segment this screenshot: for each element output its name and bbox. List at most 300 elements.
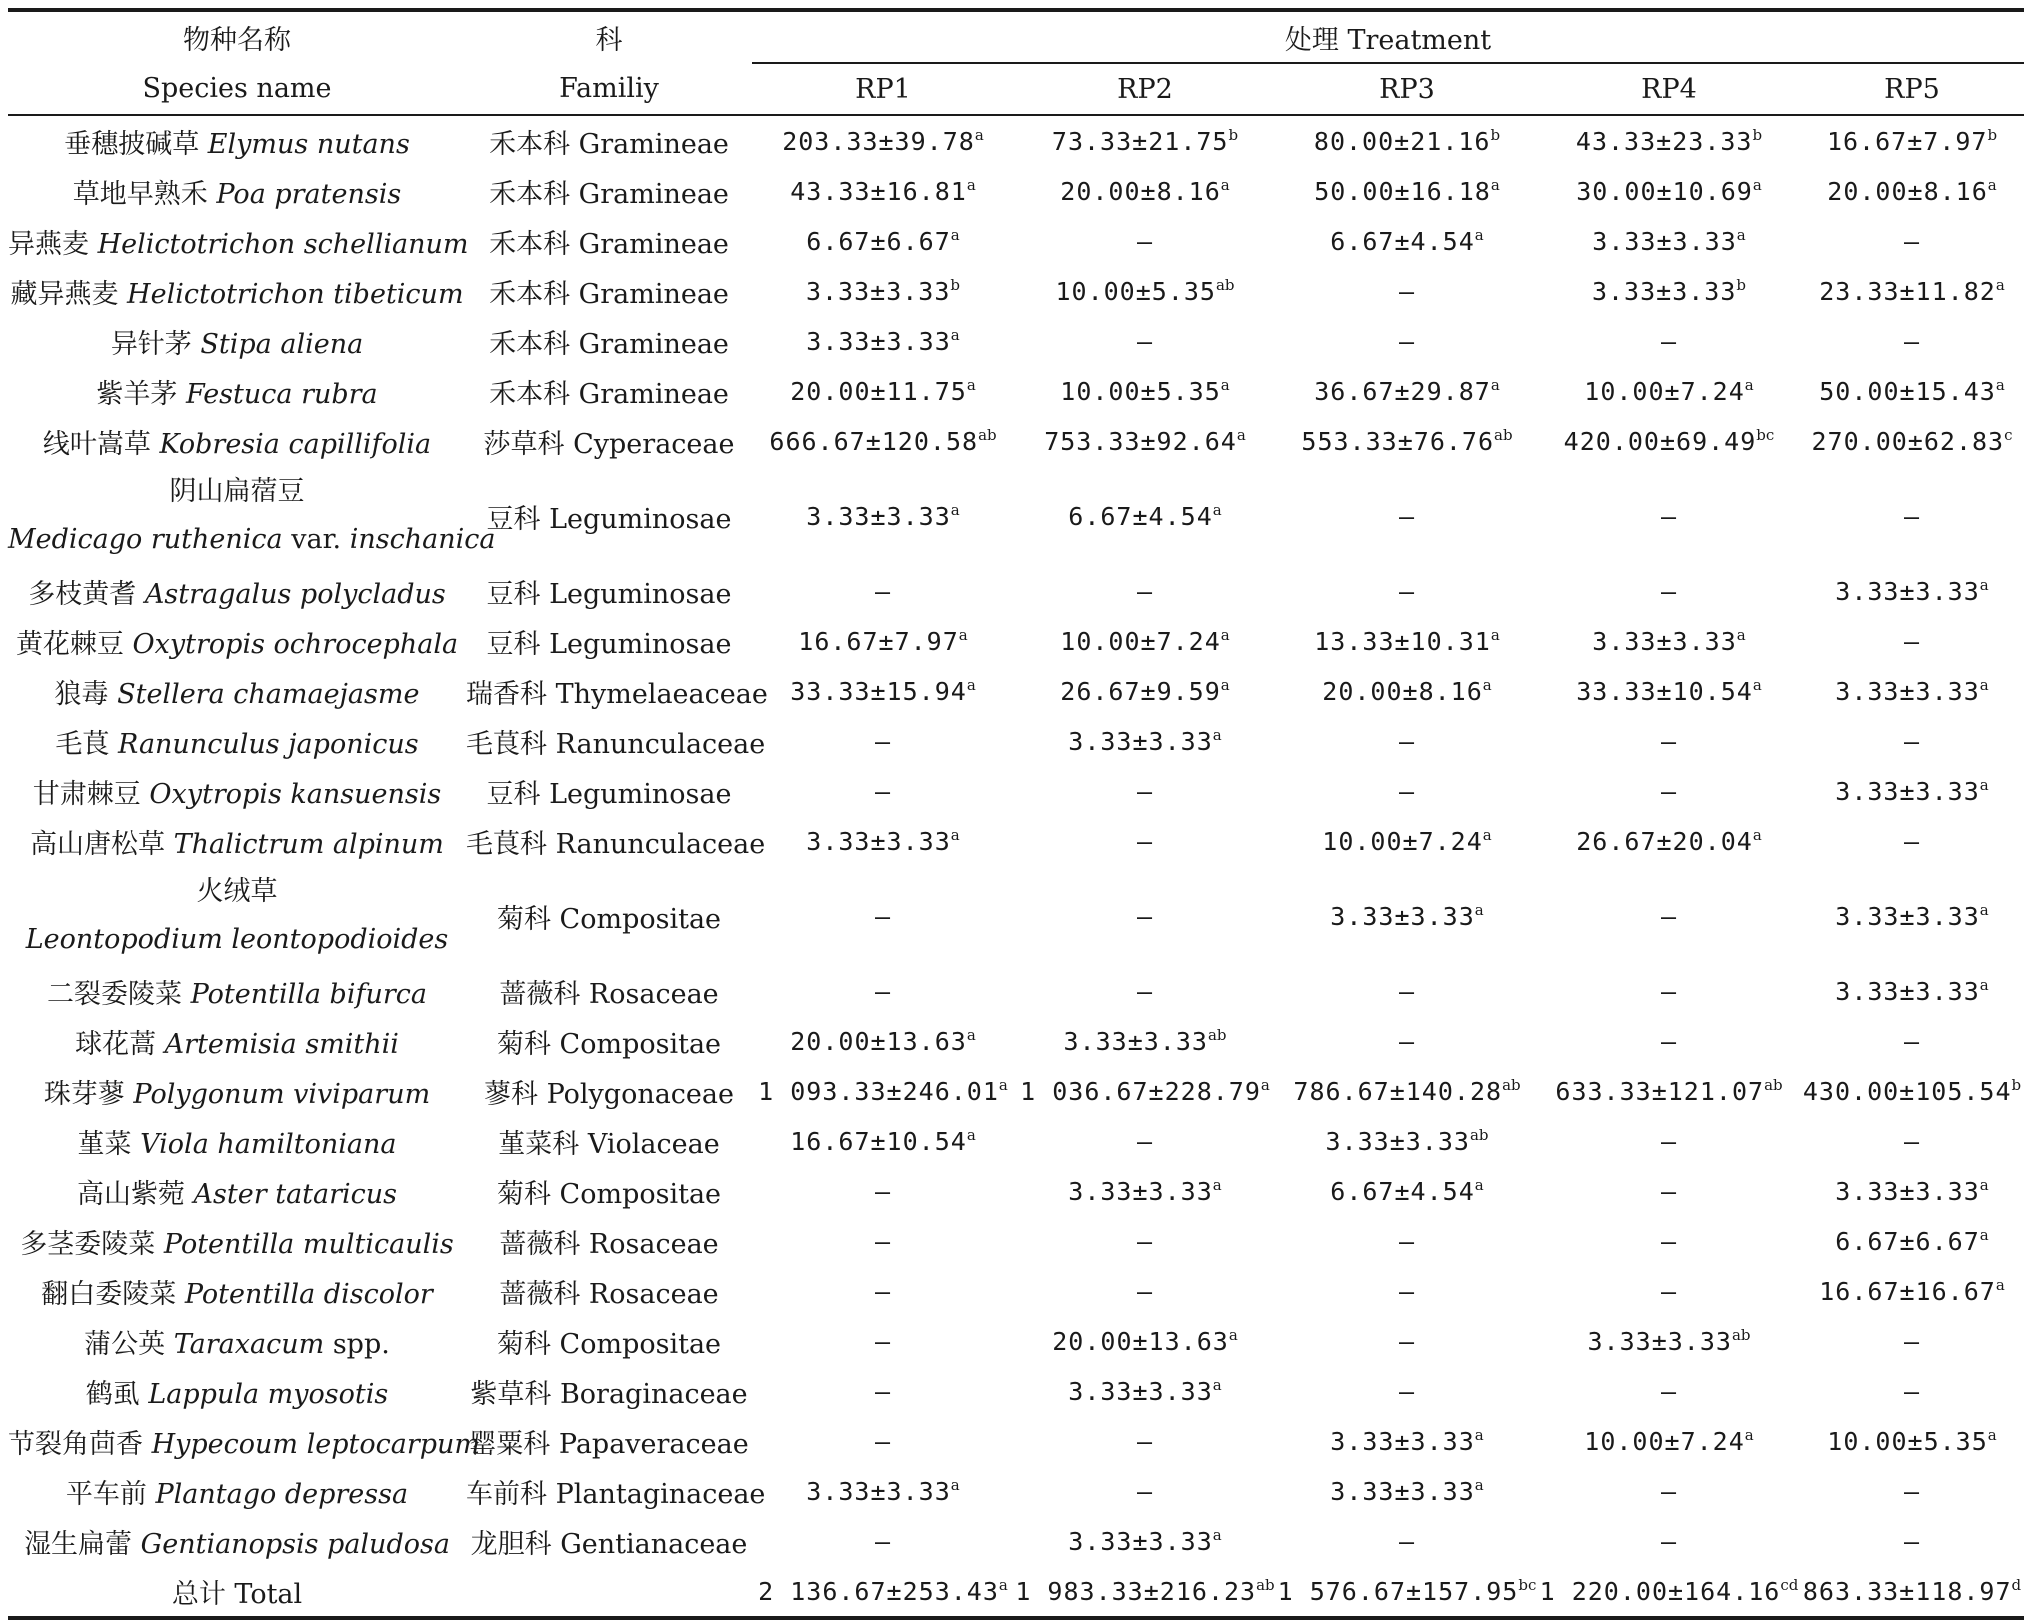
value-text: 6.67±4.54 — [1330, 226, 1475, 256]
value-cell — [1800, 716, 2024, 766]
significance-letter: a — [1220, 175, 1230, 194]
significance-letter: a — [966, 375, 976, 394]
species-latin: Kobresia capillifolia — [159, 428, 432, 460]
value-cell — [1276, 1266, 1538, 1316]
species-latin: Leontopodium leontopodioides — [25, 924, 449, 955]
value-cell — [1538, 1416, 1800, 1466]
value-text: 786.67±140.28 — [1293, 1076, 1503, 1106]
value-cell — [752, 1016, 1014, 1066]
value-text: — — [1903, 1476, 1921, 1506]
significance-letter: a — [1752, 175, 1762, 194]
value-text: 16.67±7.97 — [798, 626, 959, 656]
value-text: 10.00±7.24 — [1322, 826, 1483, 856]
value-text: 203.33±39.78 — [782, 126, 975, 156]
significance-letter: ab — [1207, 1025, 1227, 1044]
species-cn: 狼毒 — [54, 678, 109, 710]
value-cell — [1800, 866, 2024, 966]
significance-letter: b — [1490, 125, 1501, 144]
significance-letter: b — [950, 275, 961, 294]
table-row — [8, 866, 2024, 966]
species-cell — [8, 716, 466, 766]
value-cell — [752, 566, 1014, 616]
value-cell — [1014, 316, 1276, 366]
species-cn: 二裂委陵菜 — [46, 978, 182, 1010]
family-cell: 菊科 Compositae — [496, 1178, 722, 1210]
value-text: 3.33±3.33 — [1592, 226, 1737, 256]
value-cell — [1538, 1316, 1800, 1366]
total-label: 总计 Total — [8, 1566, 466, 1618]
value-text: — — [1660, 901, 1678, 931]
value-text: 863.33±118.97 — [1802, 1576, 2012, 1606]
species-density-table — [8, 8, 2024, 1620]
value-cell — [1014, 1216, 1276, 1266]
value-cell — [1014, 566, 1276, 616]
value-text: — — [1136, 326, 1154, 356]
value-cell — [1276, 1066, 1538, 1116]
value-text: — — [1660, 1026, 1678, 1056]
species-latin: Plantago depressa — [155, 1478, 409, 1510]
species-latin: Viola hamiltoniana — [140, 1128, 397, 1160]
table-row — [8, 766, 2024, 816]
value-text: — — [1136, 1476, 1154, 1506]
significance-letter: a — [1228, 1325, 1238, 1344]
significance-letter: a — [1212, 500, 1222, 519]
table-row — [8, 1216, 2024, 1266]
family-cell: 蔷薇科 Rosaceae — [499, 1228, 719, 1260]
value-cell — [1276, 316, 1538, 366]
value-cell — [1276, 1216, 1538, 1266]
species-cn: 草地早熟禾 — [72, 178, 208, 210]
table-row — [8, 166, 2024, 216]
significance-letter: a — [1987, 1425, 1997, 1444]
significance-letter: a — [966, 675, 976, 694]
value-cell — [1538, 1116, 1800, 1166]
species-latin: Potentilla multicaulis — [163, 1228, 454, 1260]
value-cell — [1800, 1166, 2024, 1216]
value-text: — — [1136, 1226, 1154, 1256]
value-cell — [752, 1266, 1014, 1316]
value-text: — — [874, 1326, 892, 1356]
value-text: — — [1398, 976, 1416, 1006]
species-cn: 翻白委陵菜 — [41, 1278, 177, 1310]
value-text: 3.33±3.33 — [806, 501, 951, 531]
treatment-rp5-header: RP5 — [1800, 63, 2024, 115]
value-text: — — [1903, 826, 1921, 856]
value-cell — [1276, 866, 1538, 966]
value-cell — [1276, 566, 1538, 616]
family-cell: 豆科 Leguminosae — [486, 778, 732, 810]
value-cell — [752, 416, 1014, 466]
value-cell — [1538, 866, 1800, 966]
family-cell: 禾本科 Gramineae — [489, 228, 729, 260]
value-text: 3.33±3.33 — [1835, 576, 1980, 606]
value-text: — — [1136, 1126, 1154, 1156]
value-text: 73.33±21.75 — [1051, 126, 1229, 156]
table-body — [8, 115, 2024, 1618]
family-cell: 蔷薇科 Rosaceae — [499, 978, 719, 1010]
value-text: 33.33±10.54 — [1576, 676, 1753, 706]
species-latin: Medicago ruthenica — [8, 524, 283, 555]
value-text: — — [1660, 1376, 1678, 1406]
family-cell: 豆科 Leguminosae — [486, 628, 732, 660]
value-cell — [1800, 766, 2024, 816]
species-cn: 异燕麦 — [8, 228, 89, 260]
value-text: 6.67±6.67 — [806, 226, 951, 256]
significance-letter: ab — [1502, 1075, 1521, 1094]
value-text: 430.00±105.54 — [1802, 1076, 2012, 1106]
treatment-rp1-header: RP1 — [752, 63, 1014, 115]
value-cell — [1014, 816, 1276, 866]
value-cell — [1800, 1266, 2024, 1316]
value-cell — [752, 1316, 1014, 1366]
value-text: — — [1398, 1526, 1416, 1556]
value-text: — — [1660, 1526, 1678, 1556]
species-latin: Gentianopsis paludosa — [140, 1528, 450, 1560]
value-text: 26.67±20.04 — [1576, 826, 1753, 856]
significance-letter: a — [1220, 625, 1230, 644]
value-cell — [752, 1366, 1014, 1416]
value-text: — — [1136, 976, 1154, 1006]
species-cell — [8, 1516, 466, 1566]
value-cell — [1276, 1166, 1538, 1216]
species-cn: 线叶嵩草 — [42, 428, 151, 460]
value-cell — [1014, 1416, 1276, 1466]
significance-letter: a — [966, 1025, 976, 1044]
value-text: — — [1660, 976, 1678, 1006]
significance-letter: a — [1474, 1425, 1484, 1444]
species-cell — [8, 1266, 466, 1316]
significance-letter: b — [2011, 1075, 2022, 1094]
species-latin: Taraxacum — [173, 1328, 325, 1360]
value-cell — [1800, 1516, 2024, 1566]
species-cell — [8, 1416, 481, 1466]
value-text: — — [874, 1176, 892, 1206]
significance-letter: b — [1228, 125, 1239, 144]
value-text: — — [1660, 576, 1678, 606]
value-text: — — [1903, 1326, 1921, 1356]
value-text: 553.33±76.76 — [1301, 426, 1495, 456]
value-text: 3.33±3.33 — [1835, 776, 1980, 806]
value-cell — [752, 1416, 1014, 1466]
species-cn: 异针茅 — [110, 328, 192, 360]
value-text: 1 036.67±228.79 — [1020, 1076, 1261, 1106]
value-text: 10.00±7.24 — [1584, 376, 1745, 406]
species-latin: Stipa aliena — [200, 328, 364, 360]
value-cell — [1276, 1116, 1538, 1166]
value-cell — [752, 115, 1014, 166]
value-cell — [1014, 666, 1276, 716]
value-cell — [1276, 616, 1538, 666]
value-cell — [1538, 566, 1800, 616]
value-text: — — [1660, 726, 1678, 756]
value-text: 3.33±3.33 — [806, 326, 951, 356]
table-row — [8, 1016, 2024, 1066]
value-text: 20.00±8.16 — [1060, 176, 1221, 206]
species-cn: 蒲公英 — [84, 1328, 166, 1360]
value-cell — [1800, 966, 2024, 1016]
value-text: 3.33±3.33 — [1068, 1526, 1213, 1556]
species-cell — [8, 115, 466, 166]
significance-letter: b — [1987, 125, 1998, 144]
table-row — [8, 266, 2024, 316]
significance-letter: a — [950, 225, 960, 244]
value-text: — — [1660, 1176, 1678, 1206]
value-cell — [1276, 766, 1538, 816]
table-row — [8, 816, 2024, 866]
value-text: — — [1136, 1276, 1154, 1306]
value-cell — [752, 266, 1014, 316]
value-text: — — [874, 976, 892, 1006]
species-latin: Stellera chamaejasme — [117, 678, 420, 710]
significance-letter: a — [1979, 775, 1989, 794]
value-cell — [1014, 1266, 1276, 1316]
significance-letter: a — [1752, 675, 1762, 694]
value-cell — [1276, 1516, 1538, 1566]
value-text: — — [1903, 226, 1921, 256]
value-text: 20.00±8.16 — [1322, 676, 1483, 706]
table-row — [8, 666, 2024, 716]
species-cn: 甘肃棘豆 — [32, 778, 141, 810]
value-text: — — [874, 576, 892, 606]
species-cell — [8, 866, 466, 966]
species-latin: Oxytropis kansuensis — [149, 778, 442, 810]
value-text: — — [1398, 1026, 1416, 1056]
value-text: 3.33±3.33 — [806, 826, 951, 856]
species-cn: 黄花棘豆 — [15, 628, 124, 660]
value-cell — [1014, 866, 1276, 966]
value-text: — — [1660, 1276, 1678, 1306]
value-cell — [1276, 166, 1538, 216]
species-cell — [8, 1466, 466, 1516]
value-cell — [1800, 1316, 2024, 1366]
species-cell — [8, 466, 496, 566]
value-text: — — [1398, 726, 1416, 756]
value-cell — [1538, 766, 1800, 816]
species-cell — [8, 216, 469, 266]
table-row — [8, 1266, 2024, 1316]
family-cell: 禾本科 Gramineae — [489, 378, 729, 410]
table-row — [8, 316, 2024, 366]
value-cell — [1276, 1366, 1538, 1416]
family-cell: 禾本科 Gramineae — [489, 278, 729, 310]
species-latin: Helictotrichon schellianum — [97, 228, 469, 260]
value-cell — [1800, 616, 2024, 666]
species-cell — [8, 166, 466, 216]
significance-letter: a — [1482, 825, 1492, 844]
value-cell — [1800, 1366, 2024, 1416]
value-cell — [1800, 115, 2024, 166]
value-text: — — [1903, 726, 1921, 756]
table-row — [8, 1416, 2024, 1466]
value-text: 16.67±10.54 — [790, 1126, 967, 1156]
value-text: — — [1398, 276, 1416, 306]
value-text: — — [1660, 776, 1678, 806]
species-cell — [8, 1066, 466, 1116]
value-cell — [1538, 166, 1800, 216]
treatment-rp4-header: RP4 — [1538, 63, 1800, 115]
value-cell — [1276, 666, 1538, 716]
significance-letter: a — [950, 825, 960, 844]
value-text: — — [1660, 326, 1678, 356]
significance-letter: a — [1979, 575, 1989, 594]
table-row — [8, 616, 2024, 666]
value-text: 6.67±4.54 — [1330, 1176, 1475, 1206]
species-cn: 平车前 — [65, 1478, 147, 1510]
table-row — [8, 366, 2024, 416]
value-text: 13.33±10.31 — [1314, 626, 1491, 656]
value-cell — [1014, 616, 1276, 666]
value-cell — [1538, 616, 1800, 666]
value-cell — [1538, 1566, 1800, 1618]
species-cell — [8, 266, 466, 316]
value-text: 10.00±5.35 — [1055, 276, 1216, 306]
value-cell — [1538, 466, 1800, 566]
value-text: 3.33±3.33 — [805, 276, 951, 306]
value-cell — [1538, 1516, 1800, 1566]
value-cell — [1014, 1016, 1276, 1066]
value-cell — [1014, 1566, 1276, 1618]
species-latin: Potentilla discolor — [184, 1278, 433, 1310]
value-cell — [1800, 266, 2024, 316]
species-cn: 珠芽蓼 — [43, 1078, 125, 1110]
significance-letter: a — [1474, 1475, 1484, 1494]
value-text: 26.67±9.59 — [1060, 676, 1221, 706]
family-cell: 禾本科 Gramineae — [489, 328, 729, 360]
family-cell: 罂粟科 Papaveraceae — [469, 1428, 749, 1460]
value-text: — — [1660, 501, 1678, 531]
table-row — [8, 1166, 2024, 1216]
value-cell — [752, 816, 1014, 866]
significance-letter: a — [1979, 1175, 1989, 1194]
value-cell — [1538, 266, 1800, 316]
species-latin: Thalictrum alpinum — [173, 828, 444, 860]
value-cell — [752, 466, 1014, 566]
species-cell — [8, 1016, 466, 1066]
table-row — [8, 716, 2024, 766]
value-cell — [1800, 216, 2024, 266]
value-text: — — [874, 1226, 892, 1256]
species-cell — [8, 616, 466, 666]
value-text: 3.33±3.33 — [1325, 1126, 1470, 1156]
value-text: 20.00±11.75 — [790, 376, 967, 406]
significance-letter: a — [1220, 375, 1230, 394]
value-text: 270.00±62.83 — [1811, 426, 2005, 456]
family-cell: 堇菜科 Violaceae — [498, 1128, 720, 1160]
value-cell — [1800, 466, 2024, 566]
significance-letter: a — [1979, 1225, 1989, 1244]
table-row — [8, 1516, 2024, 1566]
value-text: — — [1903, 1026, 1921, 1056]
significance-letter: a — [1987, 175, 1997, 194]
species-cell — [8, 1366, 466, 1416]
significance-letter: a — [1474, 1175, 1484, 1194]
value-text: 43.33±16.81 — [790, 176, 967, 206]
value-text: 3.33±3.33 — [1835, 676, 1980, 706]
value-text: 420.00±69.49 — [1563, 426, 1757, 456]
species-latin-line — [8, 516, 496, 564]
value-cell — [1276, 816, 1538, 866]
value-cell — [1800, 1566, 2024, 1618]
value-cell — [1800, 1416, 2024, 1466]
value-cell — [1538, 1466, 1800, 1516]
value-cell — [1538, 216, 1800, 266]
value-cell — [1800, 1066, 2024, 1116]
significance-letter: a — [1736, 225, 1746, 244]
value-text: 3.33±3.33 — [1587, 1326, 1732, 1356]
significance-letter: a — [1995, 1275, 2005, 1294]
table-row — [8, 416, 2024, 466]
value-cell — [1276, 1416, 1538, 1466]
species-cn: 高山唐松草 — [30, 828, 166, 860]
significance-letter: b — [1752, 125, 1763, 144]
value-text: — — [874, 1526, 892, 1556]
value-text: 50.00±16.18 — [1314, 176, 1491, 206]
significance-letter: ab — [1215, 275, 1235, 294]
value-text: 3.33±3.33 — [806, 1476, 951, 1506]
value-text: 3.33±3.33 — [1063, 1026, 1208, 1056]
species-cn: 紫羊茅 — [96, 378, 178, 410]
value-text: 1 093.33±246.01 — [758, 1076, 999, 1106]
family-cell: 毛茛科 Ranunculaceae — [466, 728, 766, 760]
treatment-header: 处理 Treatment — [752, 10, 2024, 63]
family-cell: 龙胆科 Gentianaceae — [470, 1528, 748, 1560]
value-cell — [752, 1566, 1014, 1618]
value-text: 6.67±4.54 — [1068, 501, 1213, 531]
species-cn: 多茎委陵菜 — [20, 1228, 156, 1260]
significance-letter: ab — [1731, 1325, 1751, 1344]
value-text: — — [1903, 626, 1921, 656]
treatment-rp3-header: RP3 — [1276, 63, 1538, 115]
significance-letter: ab — [978, 425, 997, 444]
value-cell — [1276, 216, 1538, 266]
value-text: 3.33±3.33 — [1835, 901, 1980, 931]
value-text: 753.33±92.64 — [1044, 426, 1237, 456]
value-text: — — [874, 901, 892, 931]
family-cell: 蓼科 Polygonaceae — [483, 1078, 734, 1110]
table-row — [8, 216, 2024, 266]
value-cell — [1800, 1216, 2024, 1266]
species-cell — [8, 316, 466, 366]
value-text: — — [1903, 1126, 1921, 1156]
value-cell — [752, 616, 1014, 666]
significance-letter: a — [1979, 975, 1989, 994]
value-text: 50.00±15.43 — [1819, 376, 1996, 406]
significance-letter: a — [1744, 375, 1754, 394]
family-cell: 紫草科 Boraginaceae — [470, 1378, 748, 1410]
value-cell — [1276, 266, 1538, 316]
species-cn: 阴山扁蓿豆 — [169, 476, 305, 507]
family-cell: 禾本科 Gramineae — [489, 128, 729, 160]
significance-letter: a — [1490, 375, 1500, 394]
value-cell — [1014, 1466, 1276, 1516]
value-text: — — [1136, 901, 1154, 931]
family-cell: 瑞香科 Thymelaeaceae — [466, 678, 768, 710]
species-cell — [8, 666, 466, 716]
significance-letter: a — [1744, 1425, 1754, 1444]
value-text: 10.00±7.24 — [1060, 626, 1221, 656]
value-text: 1 220.00±164.16 — [1539, 1576, 1781, 1606]
species-latin: Potentilla bifurca — [190, 978, 427, 1010]
value-cell — [1014, 366, 1276, 416]
value-cell — [1014, 266, 1276, 316]
value-text: 3.33±3.33 — [1330, 1426, 1475, 1456]
species-cn: 毛茛 — [55, 728, 110, 760]
significance-letter: a — [1979, 900, 1989, 919]
species-cn: 鹤虱 — [85, 1378, 140, 1410]
table-row — [8, 566, 2024, 616]
significance-letter: a — [950, 325, 960, 344]
value-cell — [752, 866, 1014, 966]
